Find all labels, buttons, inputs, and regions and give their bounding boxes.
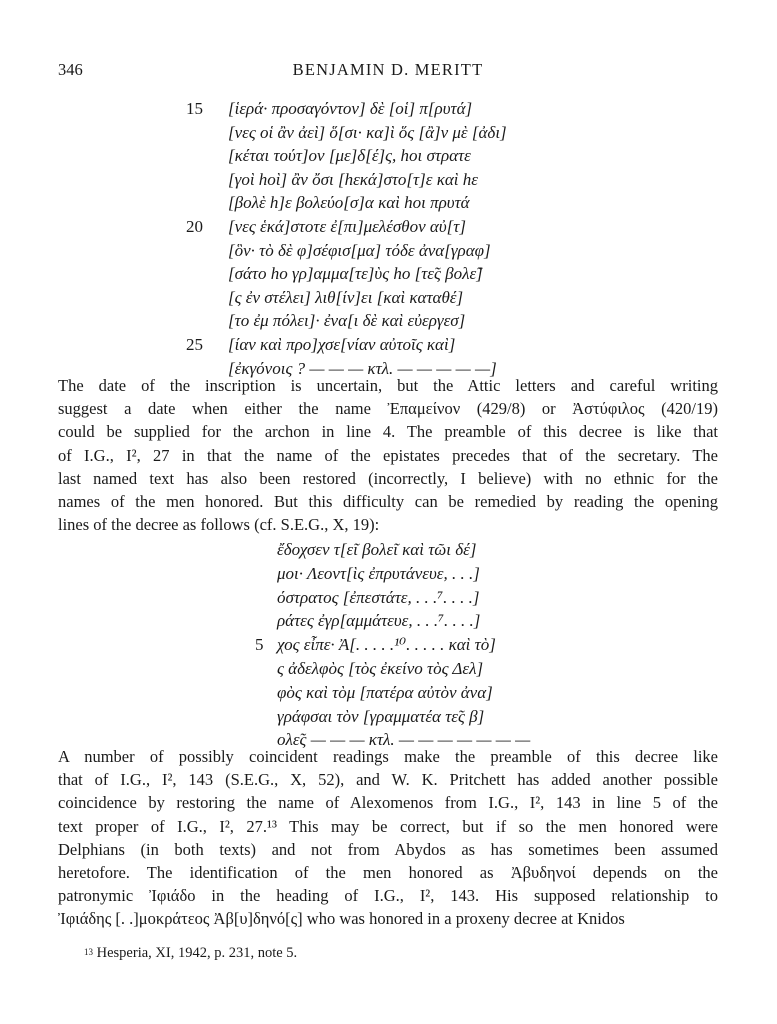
text-line: Ἰφιάδης [. .]μοκράτεος Ἀβ[υ]δηνό[ς] who was honored in a proxeny decree at Knidos [58,909,625,929]
text-line: of I.G., I², 27 in that the name of the epistates precedes that of the secretary. The [58,445,718,465]
text-line: suggest a date when either the name Ἐπαμείνον (429/8) or Ἀστύφιλος (420/19) [58,399,718,419]
inscription-text: [ίαν καὶ προ]χσε[νίαν αὐτοῖς καὶ] [228,334,456,354]
inscription-text: ἔδοχσεν τ[ε̃ι βολε̃ι καὶ τῶι δέ] [277,540,477,559]
inscription-text: [ς ἐν στέλει] λιθ[ίν]ει [καὶ καταθέ] [228,287,464,307]
inscription-text: χος εἶπε· Ἀ[. . . . .¹⁰. . . . . καὶ τὸ] [277,635,496,655]
inscription-text: [νες ἑκά]στοτε ἐ[πι]μελέσθον αὐ[τ] [228,216,466,236]
inscription-text: [γοὶ hοὶ] ἂν ὄσι [hεκά]στο[τ]ε καὶ hε [228,169,478,189]
footnote [84,943,297,963]
text-line: Delphians (in both texts) and not from Abydos as has sometimes been assumed [58,839,718,859]
inscription-text: [ἐκγόνοις ? — — — κτλ. — — — — —] [228,358,497,378]
footnote-marker: 13 [84,947,93,957]
text-line: names of the men honored. But this difficulty can be remedied by reading the opening [58,491,718,511]
inscription-text: [σάτο hο γρ]αμμα[τε]ὺς hο [τε̃ς βολε̃] [228,264,483,284]
inscription-text: [ὃν· τὸ δὲ φ]σέφισ[μα] τόδε ἀνα[γραφ] [228,240,491,260]
inscription-text: μοι· Λεοντ[ὶς ἐπρυτάνευε, . . .] [277,563,480,583]
inscription-text: [βολὲ h]ε βολεύο[σ]α καὶ hοι πρυτά [228,193,470,213]
text-line: heretofore. The identification of the men honored as Ἀβυδηνοί depends on the [58,862,718,882]
inscription-text: ράτες ἐγρ[αμμάτευε, . . .⁷. . . .] [277,611,481,631]
running-header [58,60,718,84]
line-number: 25 [186,334,203,354]
line-number: 15 [186,99,203,118]
running-head-author: BENJAMIN D. MERITT [292,60,484,79]
body-paragraph-2 [58,745,718,931]
text-line: last named text has also been restored (incorrectly, I believe) with no ethnic for the [58,468,718,488]
inscription-text: ς ἀδελφὸς [τὸς ἐκείνο τὸς Δελ] [277,658,484,678]
text-line: A number of possibly coincident readings make the preamble of this decree like [58,747,718,766]
text-line: lines of the decree as follows (cf. S.E.G., X, 19): [58,515,380,535]
inscription-text: [νες οἱ ἂν ἀεὶ] ὅ[σι· κα]ὶ ὅς [ἂ]ν μὲ [ἀδι] [228,122,507,142]
text-line: The date of the inscription is uncertain, but the Attic letters and careful writing [58,376,718,395]
inscription-text: [το ἐμ πόλει]· ἐνα[ι δὲ καὶ εὐεργεσ] [228,311,466,331]
text-line: text proper of I.G., I², 27.¹³ This may be correct, but if so the men honored were [58,816,718,836]
inscription-text: ολε̃ς — — — κτλ. — — — — — — — [277,730,531,750]
footnote-text: Hesperia, XI, 1942, p. 231, note 5. [96,945,298,961]
text-line: could be supplied for the archon in line 4. The preamble of this decree is like that [58,422,718,442]
text-line: that of I.G., I², 143 (S.E.G., X, 52), and W. K. Pritchett has added another possible [58,770,718,790]
text-line: coincidence by restoring the name of Alexomenos from I.G., I², 143 in line 5 of the [58,793,718,813]
text-line: patronymic Ἰφιάδο in the heading of I.G., I², 143. His supposed relationship to [58,886,718,906]
inscription-text: φὸς καὶ τὸμ [πατέρα αὐτὸν ἀνα] [277,682,493,702]
line-number: 5 [255,635,264,655]
inscription-text: [ἱερά· προσαγόντον] δὲ [οἱ] π[ρυτά] [228,99,473,118]
inscription-text: [κέται τούτ]ον [με]δ[έ]ς, hοι στρατε [228,146,471,166]
body-paragraph-1 [58,374,718,536]
inscription-text: γράφσαι τὸν [γραμματέα τε̃ς β] [277,706,485,726]
page-number: 346 [58,60,83,79]
line-number: 20 [186,216,203,236]
inscription-text: όστρατος [ἐπεστάτε, . . .⁷. . . .] [277,587,480,607]
